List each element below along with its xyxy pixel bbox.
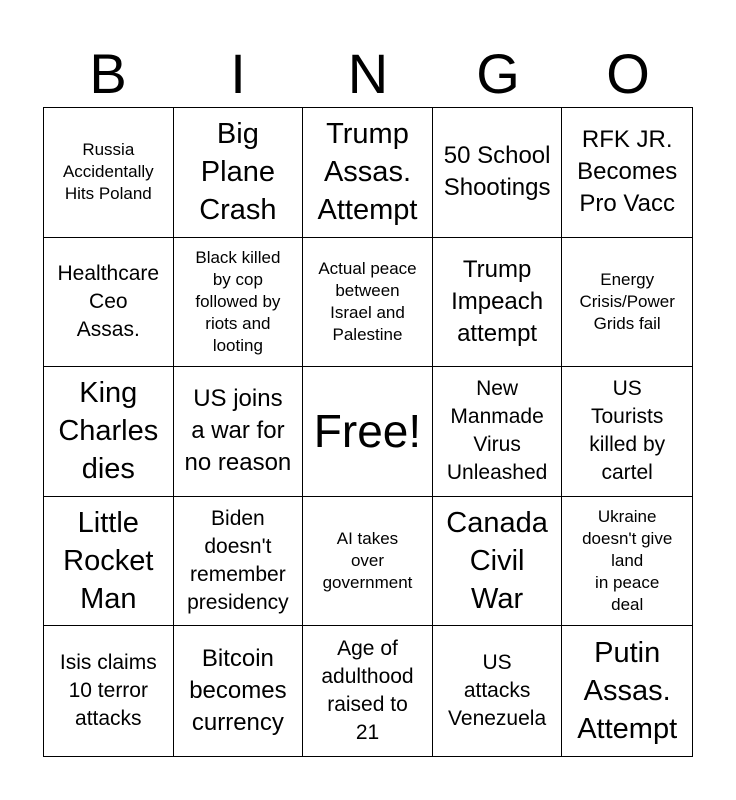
bingo-cell-label: Biden doesn't remember presidency <box>187 507 289 615</box>
header-letter-i: I <box>230 42 246 105</box>
bingo-cell-label: Putin Assas. Attempt <box>577 637 678 746</box>
bingo-header <box>43 40 693 108</box>
bingo-cell[interactable] <box>303 238 433 368</box>
bingo-cell-label: Isis claims 10 terror attacks <box>59 651 157 731</box>
free-space-cell[interactable] <box>303 367 433 497</box>
bingo-cell-label: New Manmade Virus Unleashed <box>446 377 548 485</box>
bingo-cell[interactable] <box>44 367 174 497</box>
bingo-cell-label: Little Rocket Man <box>63 507 154 616</box>
bingo-cell[interactable] <box>44 626 174 756</box>
bingo-cell[interactable] <box>303 108 433 238</box>
bingo-cell[interactable] <box>174 367 304 497</box>
bingo-cell[interactable] <box>433 497 563 627</box>
bingo-cell[interactable] <box>433 108 563 238</box>
bingo-cell-label: Russia Accidentally Hits Poland <box>62 140 154 204</box>
bingo-cell-label: Actual peace between Israel and Palestine <box>318 258 417 344</box>
bingo-cell[interactable] <box>562 626 692 756</box>
bingo-cell-label: Canada Civil War <box>446 507 548 616</box>
bingo-cell-label: Trump Impeach attempt <box>451 255 544 347</box>
bingo-cell[interactable] <box>562 238 692 368</box>
bingo-cell[interactable] <box>44 497 174 627</box>
header-letter-b: B <box>89 42 127 105</box>
bingo-cell[interactable] <box>562 108 692 238</box>
bingo-cell[interactable] <box>562 497 692 627</box>
bingo-cell-label: King Charles dies <box>58 377 159 486</box>
bingo-cell-label: RFK JR. Becomes Pro Vacc <box>577 126 678 218</box>
header-letter-o: O <box>606 42 650 105</box>
bingo-cell[interactable] <box>303 626 433 756</box>
bingo-cell[interactable] <box>433 238 563 368</box>
bingo-cell-label: Free! <box>313 405 422 458</box>
bingo-cell-label: Big Plane Crash <box>199 118 277 227</box>
bingo-cell[interactable] <box>562 367 692 497</box>
header-letter-g: G <box>476 42 520 105</box>
bingo-cell-label: Ukraine doesn't give land in peace deal <box>582 507 673 615</box>
bingo-cell-label: Black killed by cop followed by riots and looting <box>195 247 281 355</box>
bingo-cell[interactable] <box>433 367 563 497</box>
bingo-cell[interactable] <box>433 626 563 756</box>
bingo-cell-label: Bitcoin becomes currency <box>189 645 287 737</box>
bingo-cell[interactable] <box>44 108 174 238</box>
bingo-card-grid <box>43 107 693 757</box>
bingo-cell-label: US Tourists killed by cartel <box>589 377 666 485</box>
bingo-cell-label: AI takes over government <box>322 529 413 593</box>
header-letter-n: N <box>347 42 389 105</box>
bingo-cell[interactable] <box>44 238 174 368</box>
bingo-cell-label: Trump Assas. Attempt <box>317 118 418 227</box>
bingo-cell-label: US joins a war for no reason <box>184 385 292 477</box>
bingo-cell[interactable] <box>174 626 304 756</box>
bingo-cell-label: Energy Crisis/Power Grids fail <box>579 269 675 333</box>
bingo-cell-label: Age of adulthood raised to 21 <box>321 637 414 745</box>
bingo-cell[interactable] <box>174 108 304 238</box>
bingo-cell[interactable] <box>174 497 304 627</box>
bingo-cell[interactable] <box>303 497 433 627</box>
bingo-cell-label: US attacks Venezuela <box>448 651 547 731</box>
bingo-cell-label: 50 School Shootings <box>443 142 551 202</box>
bingo-cell[interactable] <box>174 238 304 368</box>
bingo-cell-label: Healthcare Ceo Assas. <box>57 261 160 341</box>
